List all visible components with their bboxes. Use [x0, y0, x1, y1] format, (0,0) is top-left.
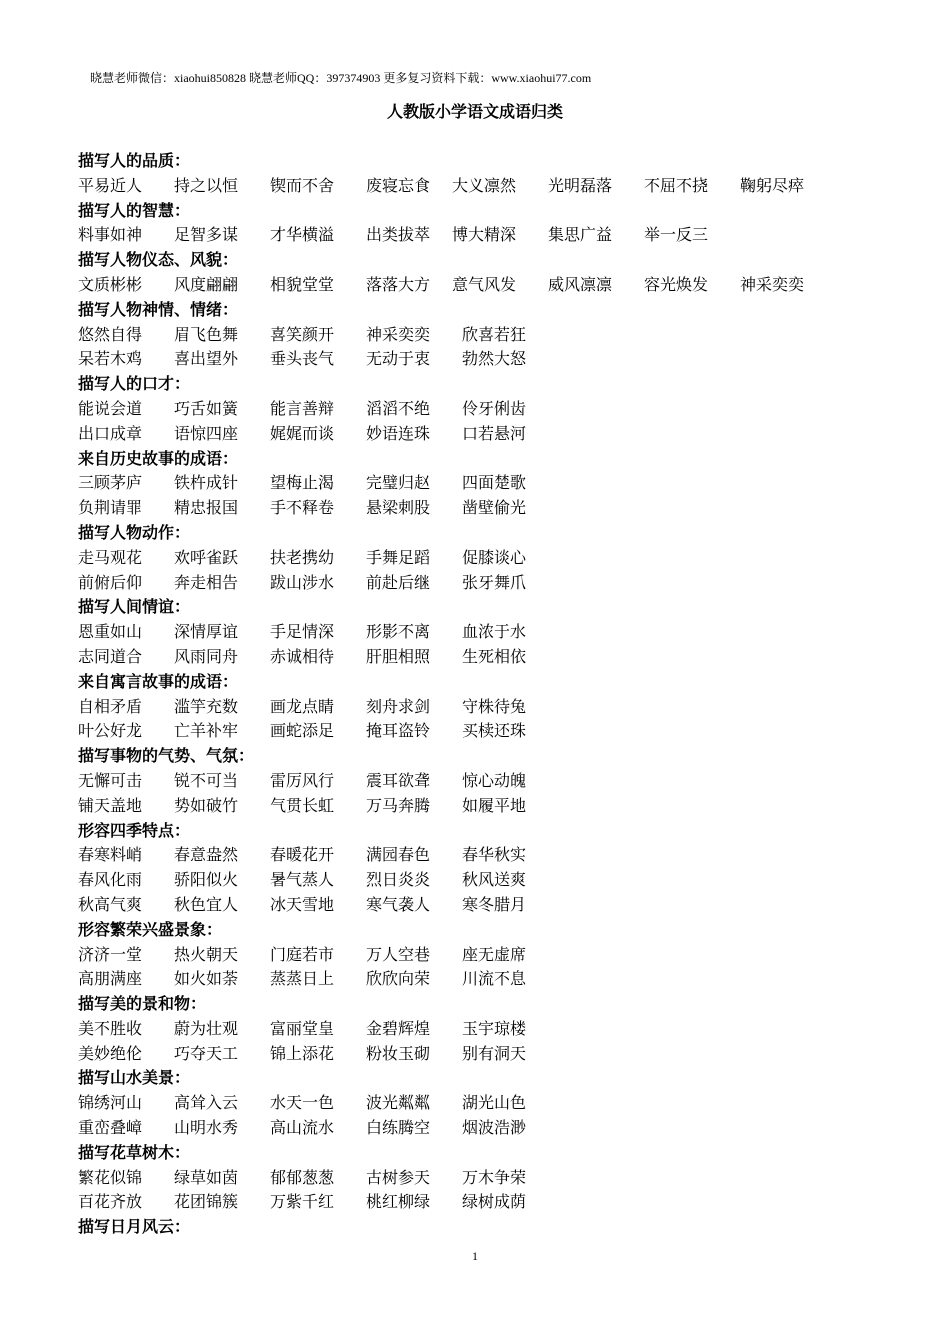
idiom: 美不胜收 [78, 1018, 143, 1038]
idiom: 万人空巷 [366, 944, 431, 964]
idiom: 富丽堂皇 [270, 1018, 335, 1038]
idiom: 秋风送爽 [462, 870, 527, 890]
idiom-row [78, 323, 878, 348]
idiom: 威风凛凛 [548, 274, 613, 294]
idiom-row [78, 397, 878, 422]
idiom: 生死相依 [462, 646, 527, 666]
idiom: 前赴后继 [366, 572, 431, 592]
idiom: 画龙点睛 [270, 696, 335, 716]
idiom: 负荆请罪 [78, 498, 143, 518]
idiom: 滔滔不绝 [366, 398, 431, 418]
idiom: 神采奕奕 [740, 274, 805, 294]
idiom: 举一反三 [644, 225, 709, 245]
idiom-row [78, 695, 878, 720]
idiom: 容光焕发 [644, 274, 709, 294]
idiom: 文质彬彬 [78, 274, 143, 294]
idiom-row [78, 1190, 878, 1215]
idiom: 锦绣河山 [78, 1093, 143, 1113]
idiom: 粉妆玉砌 [366, 1043, 431, 1063]
page-number: 1 [472, 1249, 478, 1263]
idiom: 口若悬河 [462, 423, 527, 443]
idiom: 秋高气爽 [78, 894, 143, 914]
idiom: 赤诚相待 [270, 646, 335, 666]
idiom: 春风化雨 [78, 870, 143, 890]
idiom: 三顾茅庐 [78, 473, 143, 493]
idiom: 叶公好龙 [78, 721, 143, 741]
idiom-row [78, 794, 878, 819]
idiom-row [78, 223, 878, 248]
idiom: 博大精深 [452, 225, 517, 245]
idiom: 凿壁偷光 [462, 498, 527, 518]
idiom: 锦上添花 [270, 1043, 335, 1063]
idiom: 持之以恒 [174, 175, 239, 195]
idiom: 郁郁葱葱 [270, 1167, 335, 1187]
idiom: 勃然大怒 [462, 349, 527, 369]
idiom-list [78, 149, 878, 1240]
idiom: 欣欣向荣 [366, 969, 431, 989]
idiom: 巧舌如簧 [174, 398, 239, 418]
idiom: 波光粼粼 [366, 1093, 431, 1113]
idiom: 买椟还珠 [462, 721, 527, 741]
idiom: 春寒料峭 [78, 845, 143, 865]
idiom: 掩耳盗铃 [366, 721, 431, 741]
idiom: 能说会道 [78, 398, 143, 418]
idiom: 烈日炎炎 [366, 870, 431, 890]
idiom-row [78, 1116, 878, 1141]
idiom: 百花齐放 [78, 1192, 143, 1212]
idiom: 热火朝天 [174, 944, 239, 964]
idiom: 画蛇添足 [270, 721, 335, 741]
idiom: 鞠躬尽瘁 [740, 175, 805, 195]
idiom: 平易近人 [78, 175, 143, 195]
idiom: 手足情深 [270, 622, 335, 642]
header-note: 晓慧老师微信：xiaohui850828 晓慧老师QQ：397374903 更多复习资料下载：www.xiaohui77.com [90, 71, 592, 85]
idiom: 欢呼雀跃 [174, 547, 239, 567]
idiom: 滥竽充数 [174, 696, 239, 716]
idiom: 冰天雪地 [270, 894, 335, 914]
idiom: 山明水秀 [174, 1118, 239, 1138]
idiom: 万木争荣 [462, 1167, 527, 1187]
idiom: 促膝谈心 [462, 547, 527, 567]
idiom: 无动于衷 [366, 349, 431, 369]
idiom: 深情厚谊 [174, 622, 239, 642]
idiom: 悬梁刺股 [366, 498, 431, 518]
section-heading: 形容四季特点： [78, 820, 191, 840]
idiom: 恩重如山 [78, 622, 143, 642]
idiom: 跋山涉水 [270, 572, 335, 592]
idiom: 不屈不挠 [644, 175, 709, 195]
idiom: 春意盎然 [174, 845, 239, 865]
document-title: 人教版小学语文成语归类 [386, 102, 563, 121]
idiom: 古树参天 [366, 1167, 431, 1187]
idiom: 暑气蒸人 [270, 870, 335, 890]
idiom: 前俯后仰 [78, 572, 143, 592]
idiom: 足智多谋 [174, 225, 239, 245]
section-heading: 来自寓言故事的成语： [78, 671, 239, 691]
idiom: 高山流水 [270, 1118, 335, 1138]
idiom-row [78, 769, 878, 794]
idiom: 肝胆相照 [366, 646, 431, 666]
idiom: 四面楚歌 [462, 473, 527, 493]
idiom: 意气风发 [452, 274, 517, 294]
idiom: 绿树成荫 [462, 1192, 527, 1212]
idiom: 大义凛然 [452, 175, 517, 195]
idiom: 喜出望外 [174, 349, 239, 369]
idiom: 悠然自得 [78, 324, 143, 344]
idiom: 精忠报国 [174, 498, 239, 518]
idiom: 伶牙俐齿 [462, 398, 527, 418]
idiom: 手舞足蹈 [366, 547, 431, 567]
idiom-row [78, 546, 878, 571]
idiom: 风雨同舟 [174, 646, 239, 666]
section-heading: 描写花草树木： [78, 1142, 191, 1162]
idiom-row [78, 868, 878, 893]
idiom: 语惊四座 [174, 423, 239, 443]
idiom: 欣喜若狂 [462, 324, 527, 344]
section-heading: 描写山水美景： [78, 1068, 191, 1088]
idiom: 才华横溢 [270, 225, 335, 245]
idiom-row [78, 943, 878, 968]
idiom: 花团锦簇 [174, 1192, 239, 1212]
idiom: 如火如荼 [174, 969, 239, 989]
section-heading: 描写人的智慧： [78, 200, 191, 220]
idiom: 出口成章 [78, 423, 143, 443]
idiom: 湖光山色 [462, 1093, 527, 1113]
idiom: 秋色宜人 [174, 894, 239, 914]
idiom: 料事如神 [78, 225, 143, 245]
idiom: 繁花似锦 [78, 1167, 143, 1187]
idiom: 春华秋实 [462, 845, 527, 865]
idiom: 奔走相告 [174, 572, 239, 592]
idiom: 春暖花开 [270, 845, 335, 865]
idiom: 寒冬腊月 [462, 894, 527, 914]
idiom: 刻舟求剑 [366, 696, 431, 716]
idiom: 寒气袭人 [366, 894, 431, 914]
idiom: 扶老携幼 [270, 547, 335, 567]
idiom: 风度翩翩 [174, 274, 239, 294]
section-heading: 描写人物动作： [78, 522, 191, 542]
section-heading: 描写人物仪态、风貌： [78, 250, 239, 270]
idiom: 惊心动魄 [462, 770, 527, 790]
idiom: 废寝忘食 [366, 175, 431, 195]
idiom-row [78, 496, 878, 521]
idiom-row [78, 1017, 878, 1042]
idiom: 烟波浩渺 [462, 1118, 527, 1138]
idiom-row [78, 1166, 878, 1191]
idiom: 满园春色 [366, 845, 431, 865]
idiom: 呆若木鸡 [78, 349, 143, 369]
idiom: 座无虚席 [462, 944, 527, 964]
idiom-row [78, 571, 878, 596]
idiom: 相貌堂堂 [270, 274, 335, 294]
idiom: 形影不离 [366, 622, 431, 642]
idiom: 铺天盖地 [78, 795, 143, 815]
idiom-row [78, 471, 878, 496]
section-heading: 来自历史故事的成语： [78, 448, 239, 468]
idiom: 手不释卷 [270, 498, 335, 518]
idiom: 巧夺天工 [174, 1043, 239, 1063]
idiom: 望梅止渴 [270, 473, 335, 493]
idiom: 玉宇琼楼 [462, 1018, 527, 1038]
idiom: 水天一色 [270, 1093, 335, 1113]
idiom: 美妙绝伦 [78, 1043, 143, 1063]
idiom: 锐不可当 [174, 770, 239, 790]
idiom: 垂头丧气 [270, 349, 335, 369]
section-heading: 描写人物神情、情绪： [78, 299, 239, 319]
idiom: 志同道合 [78, 646, 143, 666]
section-heading: 描写人间情谊： [78, 597, 191, 617]
idiom: 高朋满座 [78, 969, 143, 989]
idiom-row [78, 620, 878, 645]
idiom-row [78, 843, 878, 868]
section-heading: 描写日月风云： [78, 1217, 191, 1237]
idiom: 走马观花 [78, 547, 143, 567]
idiom: 出类拔萃 [366, 225, 431, 245]
idiom-row [78, 174, 878, 199]
idiom: 血浓于水 [462, 622, 527, 642]
idiom: 气贯长虹 [270, 795, 335, 815]
idiom: 蔚为壮观 [174, 1018, 239, 1038]
idiom: 绿草如茵 [174, 1167, 239, 1187]
idiom: 如履平地 [462, 795, 527, 815]
idiom: 别有洞天 [462, 1043, 527, 1063]
idiom: 妙语连珠 [366, 423, 431, 443]
idiom: 神采奕奕 [366, 324, 431, 344]
idiom: 锲而不舍 [270, 175, 335, 195]
idiom: 光明磊落 [548, 175, 613, 195]
idiom: 雷厉风行 [270, 770, 335, 790]
idiom: 桃红柳绿 [366, 1192, 431, 1212]
idiom: 亡羊补牢 [174, 721, 239, 741]
section-heading: 描写人的口才： [78, 374, 191, 394]
idiom-row [78, 273, 878, 298]
section-heading: 描写美的景和物： [78, 994, 207, 1014]
idiom: 骄阳似火 [174, 870, 239, 890]
idiom: 金碧辉煌 [366, 1018, 431, 1038]
idiom: 门庭若市 [270, 944, 335, 964]
idiom: 济济一堂 [78, 944, 143, 964]
idiom: 守株待兔 [462, 696, 527, 716]
idiom: 重峦叠嶂 [78, 1118, 143, 1138]
idiom: 眉飞色舞 [174, 324, 239, 344]
idiom: 万马奔腾 [366, 795, 431, 815]
idiom: 无懈可击 [78, 770, 143, 790]
idiom-row [78, 967, 878, 992]
idiom: 能言善辩 [270, 398, 335, 418]
idiom: 铁杵成针 [174, 473, 239, 493]
idiom: 落落大方 [366, 274, 431, 294]
idiom-row [78, 422, 878, 447]
section-heading: 描写事物的气势、气氛： [78, 746, 255, 766]
section-heading: 描写人的品质： [78, 151, 191, 170]
idiom: 万紫千红 [270, 1192, 335, 1212]
idiom: 势如破竹 [174, 795, 239, 815]
section-heading: 形容繁荣兴盛景象： [78, 919, 223, 939]
idiom-row [78, 893, 878, 918]
idiom: 震耳欲聋 [366, 770, 431, 790]
idiom-row [78, 1042, 878, 1067]
idiom: 娓娓而谈 [270, 423, 335, 443]
idiom: 喜笑颜开 [270, 324, 335, 344]
idiom-row [78, 1091, 878, 1116]
idiom-row [78, 347, 878, 372]
idiom-row [78, 719, 878, 744]
idiom: 蒸蒸日上 [270, 969, 335, 989]
idiom: 川流不息 [462, 969, 527, 989]
idiom: 高耸入云 [174, 1093, 239, 1113]
idiom: 完璧归赵 [366, 473, 431, 493]
idiom: 张牙舞爪 [462, 572, 527, 592]
idiom: 白练腾空 [366, 1118, 431, 1138]
idiom: 自相矛盾 [78, 696, 143, 716]
idiom-row [78, 645, 878, 670]
idiom: 集思广益 [548, 225, 613, 245]
